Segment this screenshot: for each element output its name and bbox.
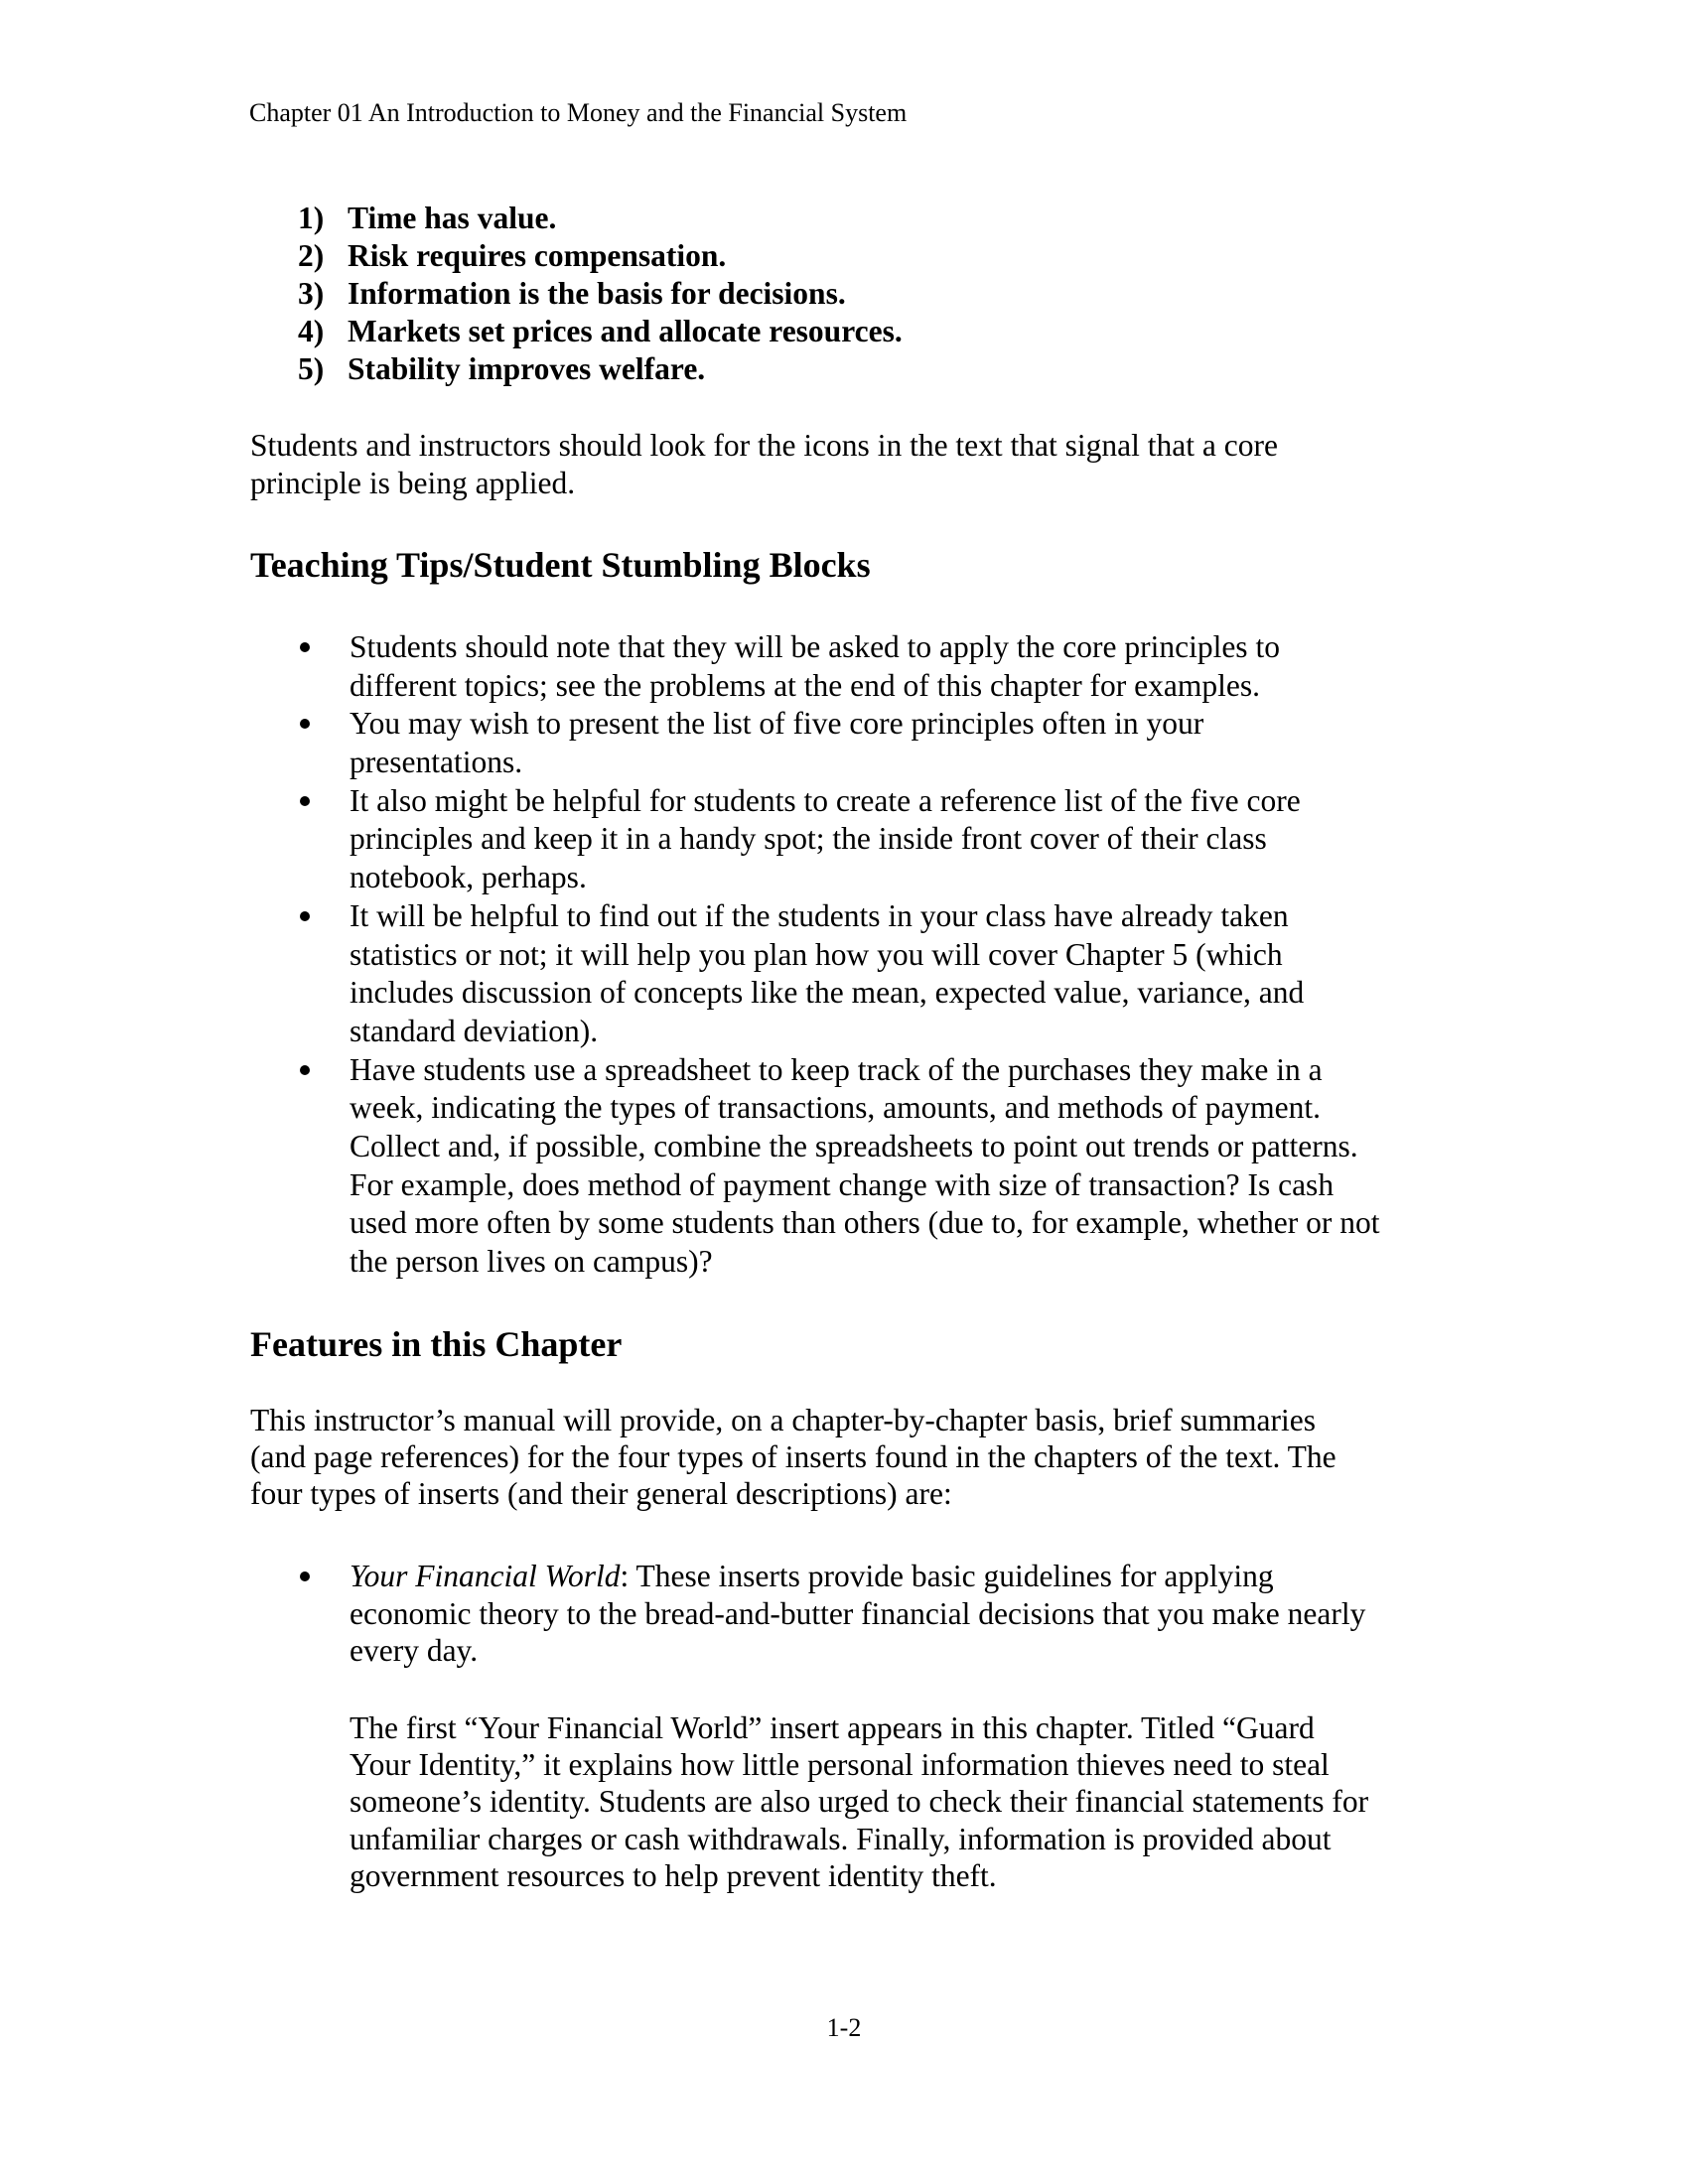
bullet-icon — [300, 719, 310, 729]
item-line: includes discussion of concepts like the mean, expected value, variance, and — [350, 975, 1305, 1011]
features-heading: Features in this Chapter — [250, 1324, 623, 1364]
item-line: the person lives on campus)? — [350, 1244, 713, 1279]
item-line: notebook, perhaps. — [350, 860, 587, 895]
item-line: statistics or not; it will help you plan how you will cover Chapter 5 (which — [350, 936, 1283, 972]
teaching-tips-heading: Teaching Tips/Student Stumbling Blocks — [250, 545, 871, 585]
item-line: used more often by some students than others (due to, for example, whether or not — [350, 1205, 1380, 1241]
item-line: every day. — [350, 1633, 479, 1668]
features-intro-paragraph — [250, 1402, 1336, 1512]
inserts-list — [294, 1558, 1365, 1670]
principle-text: Risk requires compensation. — [348, 238, 727, 273]
item-line: You may wish to present the list of five core principles often in your — [350, 706, 1204, 742]
item-line: For example, does method of payment change with size of transaction? Is cash — [350, 1166, 1335, 1202]
item-line: different topics; see the problems at the end of this chapter for examples. — [350, 667, 1260, 703]
list-item — [294, 782, 1380, 897]
item-line: week, indicating the types of transactions, amounts, and methods of payment. — [350, 1090, 1322, 1126]
item-line: Collect and, if possible, combine the spreadsheets to point out trends or patterns. — [350, 1128, 1358, 1163]
insert-description: : These inserts provide basic guidelines for applying — [620, 1559, 1274, 1593]
teaching-tips-list — [294, 628, 1380, 1282]
paragraph-line: someone’s identity. Students are also urged to check their financial statements for — [350, 1784, 1369, 1820]
paragraph-line: Your Identity,” it explains how little personal information thieves need to steal — [350, 1747, 1330, 1783]
paragraph-line: unfamiliar charges or cash withdrawals. Finally, information is provided about — [350, 1821, 1332, 1856]
item-line: It also might be helpful for students to create a reference list of the five core — [350, 782, 1301, 818]
paragraph-line: Students and instructors should look for the icons in the text that signal that a core — [250, 428, 1278, 463]
list-number: 1) — [298, 201, 325, 235]
item-line: standard deviation). — [350, 1013, 599, 1048]
icons-paragraph — [250, 427, 1278, 502]
list-item — [294, 897, 1380, 1051]
paragraph-line: four types of inserts (and their general descriptions) are: — [250, 1476, 952, 1511]
principle-text: Time has value. — [348, 201, 557, 235]
list-number: 5) — [298, 351, 325, 386]
principle-text: Markets set prices and allocate resources. — [348, 314, 903, 348]
list-item — [294, 1558, 1365, 1670]
list-item — [294, 628, 1380, 705]
bullet-icon — [300, 1065, 310, 1075]
insert-title: Your Financial World — [350, 1559, 621, 1593]
bullet-icon — [300, 911, 310, 921]
paragraph-line: (and page references) for the four types of inserts found in the chapters of the text. The — [250, 1439, 1336, 1474]
item-line: principles and keep it in a handy spot; the inside front cover of their class — [350, 821, 1267, 857]
bullet-icon — [300, 796, 310, 806]
running-header: Chapter 01 An Introduction to Money and the Financial System — [249, 98, 908, 127]
item-line: Students should note that they will be asked to apply the core principles to — [350, 629, 1280, 664]
list-number: 4) — [298, 314, 325, 348]
item-line: It will be helpful to find out if the students in your class have already taken — [350, 897, 1289, 933]
paragraph-line: This instructor’s manual will provide, on a chapter-by-chapter basis, brief summaries — [250, 1403, 1316, 1437]
paragraph-line: The first “Your Financial World” insert appears in this chapter. Titled “Guard — [350, 1710, 1315, 1745]
list-item — [294, 705, 1380, 781]
item-line: Have students use a spreadsheet to keep track of the purchases they make in a — [350, 1051, 1323, 1087]
bullet-icon — [300, 1571, 310, 1581]
page-number: 1-2 — [826, 2013, 862, 2042]
list-number: 2) — [298, 238, 325, 273]
item-line: presentations. — [350, 745, 523, 780]
bullet-icon — [300, 642, 310, 652]
principle-text: Information is the basis for decisions. — [348, 276, 846, 311]
insert-detail-paragraph — [350, 1709, 1368, 1894]
list-item — [294, 1051, 1380, 1282]
list-number: 3) — [298, 276, 325, 311]
principle-text: Stability improves welfare. — [348, 351, 706, 386]
paragraph-line: government resources to help prevent identity theft. — [350, 1857, 997, 1893]
paragraph-line: principle is being applied. — [250, 466, 576, 501]
item-line — [350, 1558, 1365, 1595]
item-line: economic theory to the bread-and-butter financial decisions that you make nearly — [350, 1595, 1366, 1631]
